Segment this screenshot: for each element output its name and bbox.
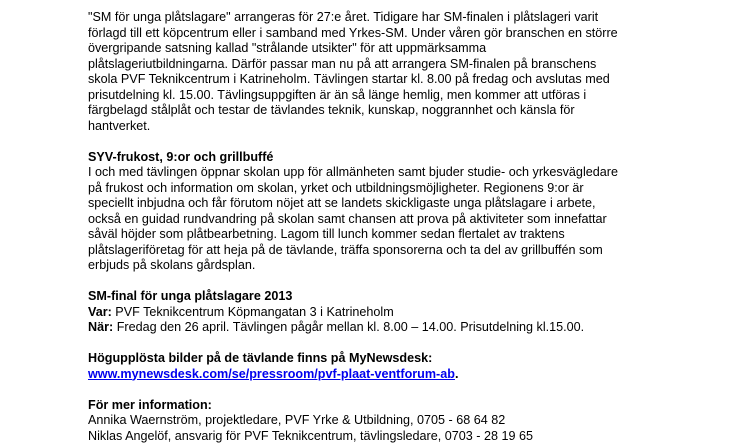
contact-line: Annika Waernström, projektledare, PVF Yrke & Utbildning, 0705 - 68 64 82: [88, 413, 738, 429]
when-label: När:: [88, 320, 113, 334]
syv-line: såväl höjder som plåtbearbetning. Lagom till lunch kommer sedan flertalet av traktens: [88, 227, 738, 243]
mynewsdesk-link[interactable]: www.mynewsdesk.com/se/pressroom/pvf-plaat-ventforum-ab: [88, 367, 455, 381]
intro-line: "SM för unga plåtslagare" arrangeras för 27:e året. Tidigare har SM-finalen i plåtslageri varit: [88, 10, 738, 26]
press-release-document: [88, 10, 738, 444]
syv-line: I och med tävlingen öppnar skolan upp för allmänheten samt bjuder studie- och yrkesvägledare: [88, 165, 738, 181]
intro-line: hantverket.: [88, 119, 738, 135]
when-value: Fredag den 26 april. Tävlingen pågår mellan kl. 8.00 – 14.00. Prisutdelning kl.15.00.: [113, 320, 584, 334]
syv-section: [88, 150, 738, 274]
final-when: [88, 320, 738, 336]
contact-line: Niklas Angelöf, ansvarig för PVF Teknikcentrum, tävlingsledare, 0703 - 28 19 65: [88, 429, 738, 444]
syv-line: på frukost och information om skolan, yrket och utbildningsmöjligheter. Regionens 9:or är: [88, 181, 738, 197]
syv-line: också en guidad rundvandring på skolan samt chansen att prova på aktiviteter som innefattar: [88, 212, 738, 228]
syv-heading: SYV-frukost, 9:or och grillbuffé: [88, 150, 738, 166]
where-value: PVF Teknikcentrum Köpmangatan 3 i Katrineholm: [112, 305, 394, 319]
intro-line: skola PVF Teknikcentrum i Katrineholm. Tävlingen startar kl. 8.00 på fredag och avslutas med: [88, 72, 738, 88]
intro-paragraph: [88, 10, 738, 134]
intro-line: plåtslageriutbildningarna. Därför passar man nu på att arrangera SM-finalen på branschens: [88, 57, 738, 73]
syv-line: erbjuds på skolans gårdsplan.: [88, 258, 738, 274]
intro-line: färgbelagd stålplåt och testar de tävlandes teknik, kunskap, noggrannhet och känsla för: [88, 103, 738, 119]
intro-line: prisutdelning kl. 15.00. Tävlingsuppgiften är än så länge hemlig, men kommer att utföras i: [88, 88, 738, 104]
link-suffix: .: [455, 367, 459, 381]
intro-line: förlagd till ett köpcentrum eller i samband med Yrkes-SM. Under våren gör branschen en större: [88, 26, 738, 42]
intro-line: övergripande satsning kallad "strålande utsikter" för att uppmärksamma: [88, 41, 738, 57]
images-link-line: [88, 367, 738, 383]
images-text: Högupplösta bilder på de tävlande finns på MyNewsdesk:: [88, 351, 738, 367]
info-section: [88, 398, 738, 444]
info-heading: För mer information:: [88, 398, 738, 414]
images-section: [88, 351, 738, 382]
syv-line: plåtslageriföretag för att heja på de tävlande, träffa sponsorerna och ta del av grillbuffén som: [88, 243, 738, 259]
final-section: [88, 289, 738, 336]
final-heading: SM-final för unga plåtslagare 2013: [88, 289, 738, 305]
syv-line: speciellt inbjudna och får förutom nöjet att se landets skickligaste unga plåtslagare i arbete,: [88, 196, 738, 212]
where-label: Var:: [88, 305, 112, 319]
final-where: [88, 305, 738, 321]
